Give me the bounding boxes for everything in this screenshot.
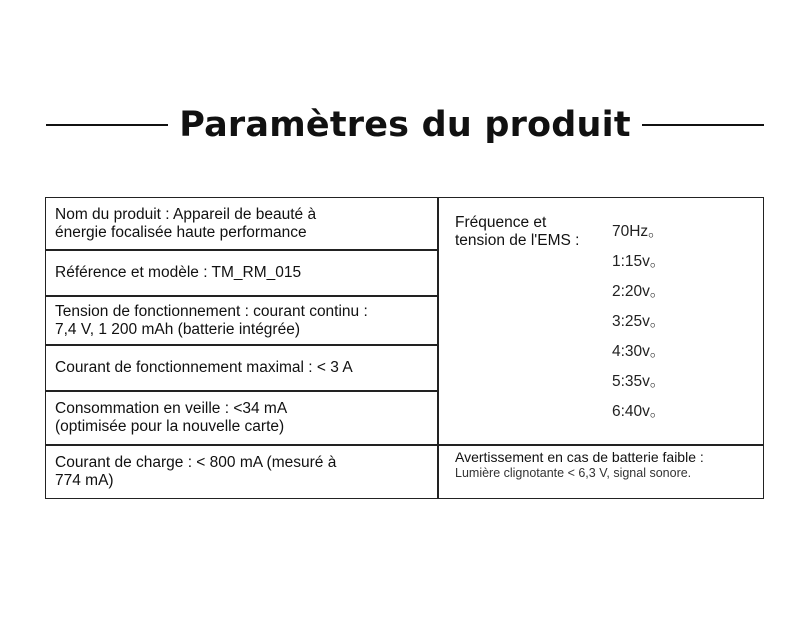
ems-level: 5:35v。 [612,373,666,390]
ems-level: 70Hz。 [612,223,664,240]
ems-label [455,214,615,250]
ems-level: 3:25v。 [612,313,666,330]
spec-cell-voltage [46,297,437,344]
spec-text: (optimisée pour la nouvelle carte) [55,418,285,435]
heading-rule-right [642,124,764,126]
ems-level-list [612,217,665,427]
spec-text: Courant de fonctionnement maximal : < 3 A [55,359,353,376]
ems-level: 1:15v。 [612,253,666,270]
ems-level: 6:40v。 [612,403,666,420]
spec-cell-charge-current [46,446,437,497]
battery-warning-text: Lumière clignotante < 6,3 V, signal sonore. [455,466,692,480]
ems-label-line: tension de l'EMS : [455,232,580,249]
spec-text: Courant de charge : < 800 mA (mesuré à [55,453,337,471]
spec-cell-product-name [46,198,437,249]
spec-cell-reference [46,251,437,295]
ems-level: 2:20v。 [612,283,666,300]
battery-warning-title: Avertissement en cas de batterie faible : [455,449,704,465]
ems-label-line: Fréquence et [455,214,547,231]
page-title: Paramètres du produit [179,105,631,145]
spec-text: Nom du produit : Appareil de beauté à [55,205,317,223]
spec-text: Tension de fonctionnement : courant continu : [55,302,368,320]
spec-text: Référence et modèle : TM_RM_015 [55,264,302,281]
section-heading [46,100,764,150]
spec-text: énergie focalisée haute performance [55,223,307,241]
ems-level: 4:30v。 [612,343,666,360]
spec-text: 774 mA) [55,471,114,489]
spec-cell-standby [46,392,437,444]
spec-text: 7,4 V, 1 200 mAh (batterie intégrée) [55,320,300,338]
spec-cell-max-current [46,346,437,390]
spec-text: Consommation en veille : <34 mA [55,400,288,417]
spec-table [45,197,764,499]
column-divider [437,198,439,498]
